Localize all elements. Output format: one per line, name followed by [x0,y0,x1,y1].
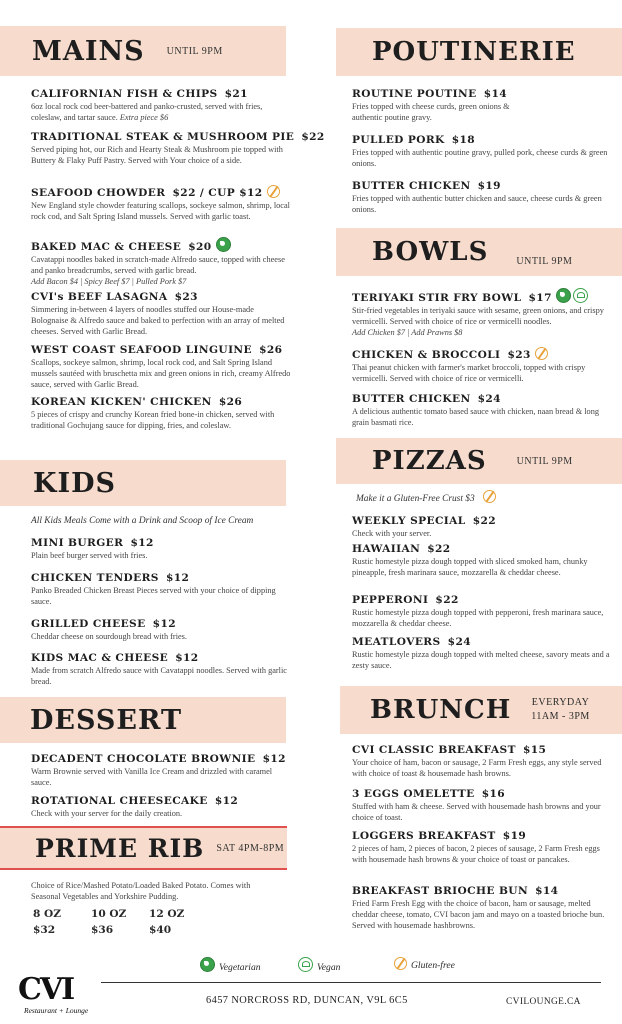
menu-item: HAWAIIAN $22 Rustic homestyle pizza dough topped with sliced smoked ham, chunky pineapple, fresh marinara sauce, mozzarella & cheddar cheese. [352,543,588,578]
section-title: MAINS [32,35,145,67]
menu-item: BUTTER CHICKEN $24 A delicious authentic tomato based sauce with chicken, naan bread & long grain basmati rice. [352,393,599,428]
menu-item: KOREAN KICKEN' CHICKEN $26 5 pieces of crispy and crunchy Korean fried bone-in chicken, served with traditional Gochujang sauce for dipping, fries, and coleslaw. [31,396,275,431]
size-price: $32 [33,924,56,936]
menu-item: CALIFORNIAN FISH & CHIPS $21 6oz local rock cod beer-battered and panko-crusted, served with fries, coleslaw, and tartar sauce. Extra piece $6 [31,88,263,123]
kids-header [0,460,286,506]
section-hours: SAT 4PM-8PM [216,842,285,854]
brunch-header [340,686,622,734]
poutinerie-header [336,28,622,76]
menu-item: ROTATIONAL CHEESECAKE $12 Check with your server for the daily creation. [31,795,239,818]
menu-item: 3 EGGS OMELETTE $16 Stuffed with ham & cheese. Served with housemade hash browns and your choice of toast. [352,788,601,823]
legend-gluten-free: Gluten-free [394,957,455,971]
section-title: BRUNCH [370,695,512,725]
section-hours: UNTIL 9PM [166,45,223,57]
menu-item: MEATLOVERS $24 Rustic homestyle pizza dough topped with melted cheese, savory meats and a zesty sauce. [352,636,610,671]
address: 6457 NORCROSS RD, DUNCAN, V9L 6C5 [206,995,408,1006]
menu-item: KIDS MAC & CHEESE $12 Made from scratch Alfredo sauce with Cavatappi noodles. Served with garlic bread. [31,652,287,687]
menu-item: BREAKFAST BRIOCHE BUN $14 Fried Farm Fresh Egg with the choice of bacon, ham or sausage, melted cheddar cheese, tomato, CVI bacon jam and mayo on a toasted brioche bun. Served with housemade hashbrowns. [352,885,605,931]
pizzas-header [336,438,622,484]
section-hours: UNTIL 9PM [516,255,573,267]
legend-vegetarian: Vegetarian [200,957,261,973]
menu-item: GRILLED CHEESE $12 Cheddar cheese on sourdough bread with fries. [31,618,187,641]
menu-item: DECADENT CHOCOLATE BROWNIE $12 Warm Brownie served with Vanilla Ice Cream and drizzled with caramel sauce. [31,753,286,788]
vegetarian-icon [200,957,215,972]
menu-item: WEEKLY SPECIAL $22 Check with your server. [352,515,497,538]
section-title: PIZZAS [372,446,487,476]
size-price: $40 [149,924,172,936]
prime-rib-bottom-line [0,868,287,870]
section-title: POUTINERIE [372,37,576,67]
vegetarian-icon [216,237,231,252]
cvi-logo [18,972,94,1018]
menu-item: BUTTER CHICKEN $19 Fries topped with authentic butter chicken and sauce, cheese curds & green onions. [352,180,602,215]
menu-item: CHICKEN TENDERS $12 Panko Breaded Chicken Breast Pieces served with your choice of dipping sauce. [31,572,276,607]
logo-mark: CVI [18,972,74,1007]
menu-item: ROUTINE POUTINE $14 Fries topped with cheese curds, green onions & authentic poutine gravy. [352,88,510,123]
prime-rib-sizes [33,908,273,938]
footer-rule [101,982,601,983]
prime-rib-header [0,828,287,868]
section-title: PRIME RIB [35,833,205,863]
menu-item: TERIYAKI STIR FRY BOWL $17 Stir-fried vegetables in teriyaki sauce with sesame, green onions, and crispy vermicelli. Served with choice of rice or vermicelli noodles. Add Chicken $7 | Add Prawns $8 [352,288,618,339]
kids-note: All Kids Meals Come with a Drink and Scoop of Ice Cream [31,516,254,526]
prime-rib-description: Choice of Rice/Mashed Potato/Loaded Baked Potato. Comes with Seasonal Vegetables and Yorkshire Pudding. [31,881,251,902]
section-title: BOWLS [372,237,489,267]
gluten-free-icon [267,185,280,198]
dessert-header [0,697,286,743]
vegan-icon [298,957,313,972]
menu-item: SEAFOOD CHOWDER $22 / CUP $12 New England style chowder featuring scallops, sockeye salmon, shrimp, local rock cod, and Salt Spring Island mussels. Served with garlic toast. [31,187,290,222]
size-label: 12 OZ [149,908,185,920]
menu-item: CHICKEN & BROCCOLI $23 Thai peanut chicken with farmer's market broccoli, topped with crispy vermicelli. Served with choice of rice or vermicelli. [352,349,586,384]
section-hours: UNTIL 9PM [516,455,573,467]
mains-header [0,26,286,76]
menu-item: TRADITIONAL STEAK & MUSHROOM PIE $22 Served piping hot, our Rich and Hearty Steak & Mushroom pie topped with Buttery & Flaky Puff Pastry. Served with Your choice of a side. [31,131,325,166]
menu-item: CVI CLASSIC BREAKFAST $15 Your choice of ham, bacon or sausage, 2 Farm Fresh eggs, any style served with choice of toast & housemade hash browns. [352,744,602,779]
logo-subtitle: Restaurant + Lounge [24,1006,89,1015]
menu-item: PEPPERONI $22 Rustic homestyle pizza dough topped with pepperoni, fresh marinara sauce, mozzarella & cheddar cheese. [352,594,604,629]
section-title: DESSERT [30,704,183,736]
menu-item: LOGGERS BREAKFAST $19 2 pieces of ham, 2 pieces of bacon, 2 pieces of sausage, 2 Farm Fresh eggs with housemade hash browns & your choice of toast or pancakes. [352,830,600,865]
menu-item: CVI's BEEF LASAGNA $23 Simmering in-between 4 layers of noodles stuffed our House-made Bolognaise & Alfredo sauce and baked to perfection with an array of melted cheeses. Served with Garlic Bread. [31,291,285,337]
pizzas-note: Make it a Gluten-Free Crust $3 [356,490,496,504]
menu-item: MINI BURGER $12 Plain beef burger served with fries. [31,537,154,560]
gluten-free-icon [394,957,407,970]
menu-item: WEST COAST SEAFOOD LINGUINE $26 Scallops, sockeye salmon, shrimp, local rock cod, and Salt Spring Island mussels sautéed with bruschetta mix and green onions in rich, creamy Alfredo sauce, served with Garlic Bread. [31,344,291,390]
size-label: 8 OZ [33,908,62,920]
size-price: $36 [91,924,114,936]
gluten-free-icon [483,490,496,503]
vegetarian-icon [556,288,571,303]
bowls-header [336,228,622,276]
menu-item: BAKED MAC & CHEESE $20 Cavatappi noodles baked in scratch-made Alfredo sauce, topped with cheese and panko breadcrumbs, served with garlic bread. Add Bacon $4 | Spicy Beef $7 | Pulled Pork $7 [31,237,293,288]
size-label: 10 OZ [91,908,127,920]
website: CVILOUNGE.CA [506,997,581,1007]
brunch-hours: EVERYDAY 11AM - 3PM [531,697,590,722]
section-title: KIDS [33,467,117,499]
vegan-icon [573,288,588,303]
gluten-free-icon [535,347,548,360]
menu-item: PULLED PORK $18 Fries topped with authentic poutine gravy, pulled pork, cheese curds & green onions. [352,134,608,169]
legend-vegan: Vegan [298,957,340,973]
